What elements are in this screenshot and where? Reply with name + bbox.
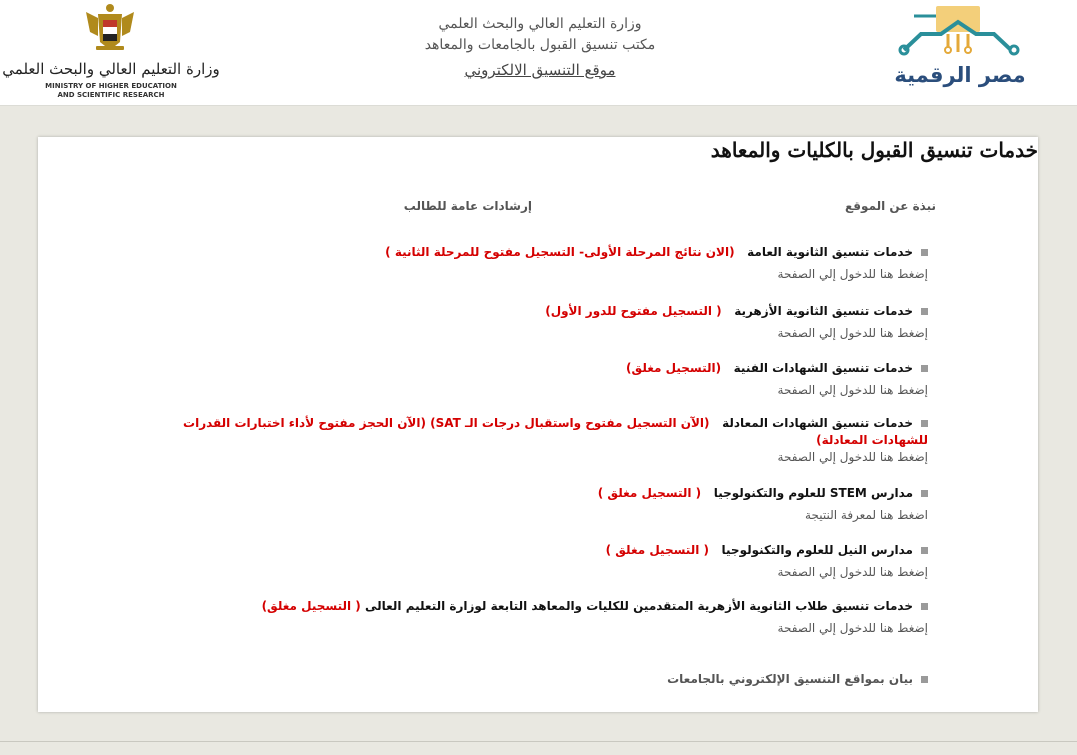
service-label: مدارس STEM للعلوم والتكنولوجيا [713, 486, 913, 500]
service-item-azhar-secondary [48, 303, 928, 342]
digital-egypt-icon [896, 2, 1031, 92]
bullet-icon [921, 676, 928, 683]
service-label: مدارس النيل للعلوم والتكنولوجيا [721, 543, 913, 557]
service-status: ( التسجيل مغلق ) [597, 486, 702, 500]
service-status: ( التسجيل مغلق) [261, 599, 361, 613]
bullet-icon [921, 490, 928, 497]
service-status: (الآن التسجيل مفتوح واستقبال درجات الـ SAT) (الآن الحجز مفتوح لأداء اختبارات القدرات للشهادات المعادلة) [183, 416, 928, 447]
service-status: ( التسجيل مفتوح للدور الأول) [545, 304, 722, 318]
service-page-link[interactable]: إضغط هنا للدخول إلي الصفحة [777, 267, 928, 281]
eagle-emblem-icon [2, 2, 220, 102]
service-item-azhar-higher-ed [48, 598, 928, 637]
service-label: خدمات تنسيق الشهادات المعادلة [722, 416, 913, 430]
site-name-link[interactable]: موقع التنسيق الالكتروني [464, 61, 616, 79]
service-status: (الان نتائج المرحلة الأولى- التسجيل مفتوح للمرحلة الثانية ) [385, 245, 735, 259]
service-item-nile-schools [48, 542, 928, 581]
svg-text:وزارة التعليم العالي والبحث ال: وزارة التعليم العالي والبحث العلمي [2, 60, 220, 78]
university-sites-statement[interactable] [667, 672, 928, 686]
service-label: خدمات تنسيق طلاب الثانوية الأزهرية المتقدمين للكليات والمعاهد التابعة لوزارة التعليم العالى [364, 599, 913, 613]
digital-egypt-logo [896, 2, 1031, 92]
office-name: مكتب تنسيق القبول بالجامعات والمعاهد [424, 37, 656, 53]
about-site-link[interactable]: نبذة عن الموقع [844, 199, 936, 213]
service-status: ( التسجيل مغلق ) [605, 543, 709, 557]
student-guidelines-link[interactable]: إرشادات عامة للطالب [403, 199, 532, 213]
service-label: خدمات تنسيق الشهادات الفنية [733, 361, 913, 375]
bullet-icon [921, 420, 928, 427]
svg-text:MINISTRY OF HIGHER EDUCATION: MINISTRY OF HIGHER EDUCATION [45, 82, 177, 90]
bullet-icon [921, 547, 928, 554]
service-page-link[interactable]: إضغط هنا للدخول إلي الصفحة [777, 383, 928, 397]
ministry-logo [2, 2, 220, 102]
svg-text:مصر الرقمية: مصر الرقمية [894, 63, 1026, 87]
service-page-link[interactable]: إضغط هنا للدخول إلي الصفحة [777, 326, 928, 340]
header-titles [400, 14, 680, 82]
site-header [0, 0, 1077, 105]
service-status: (التسجيل مغلق) [626, 361, 722, 375]
header-divider [0, 105, 1077, 106]
bullet-icon [921, 603, 928, 610]
service-item-general-secondary [48, 244, 928, 283]
result-page-link[interactable]: اضغط هنا لمعرفة النتيجة [805, 508, 928, 522]
service-page-link[interactable]: إضغط هنا للدخول إلي الصفحة [777, 450, 928, 464]
footer-divider [0, 741, 1077, 742]
bullet-icon [921, 365, 928, 372]
svg-text:AND SCIENTIFIC RESEARCH: AND SCIENTIFIC RESEARCH [57, 91, 165, 99]
statement-label: بيان بمواقع التنسيق الإلكتروني بالجامعات [667, 672, 913, 686]
bullet-icon [921, 249, 928, 256]
service-item-stem-schools [48, 485, 928, 524]
service-label: خدمات تنسيق الثانوية العامة [747, 245, 913, 259]
services-panel [38, 137, 1038, 712]
service-item-equivalent-certificates [48, 415, 928, 466]
ministry-name: وزارة التعليم العالي والبحث العلمي [438, 16, 642, 32]
page-title: خدمات تنسيق القبول بالكليات والمعاهد [710, 138, 1038, 162]
service-label: خدمات تنسيق الثانوية الأزهرية [734, 304, 913, 318]
service-item-technical-certificates [48, 360, 928, 399]
service-page-link[interactable]: إضغط هنا للدخول إلي الصفحة [777, 565, 928, 579]
service-page-link[interactable]: إضغط هنا للدخول إلي الصفحة [777, 621, 928, 635]
bullet-icon [921, 308, 928, 315]
